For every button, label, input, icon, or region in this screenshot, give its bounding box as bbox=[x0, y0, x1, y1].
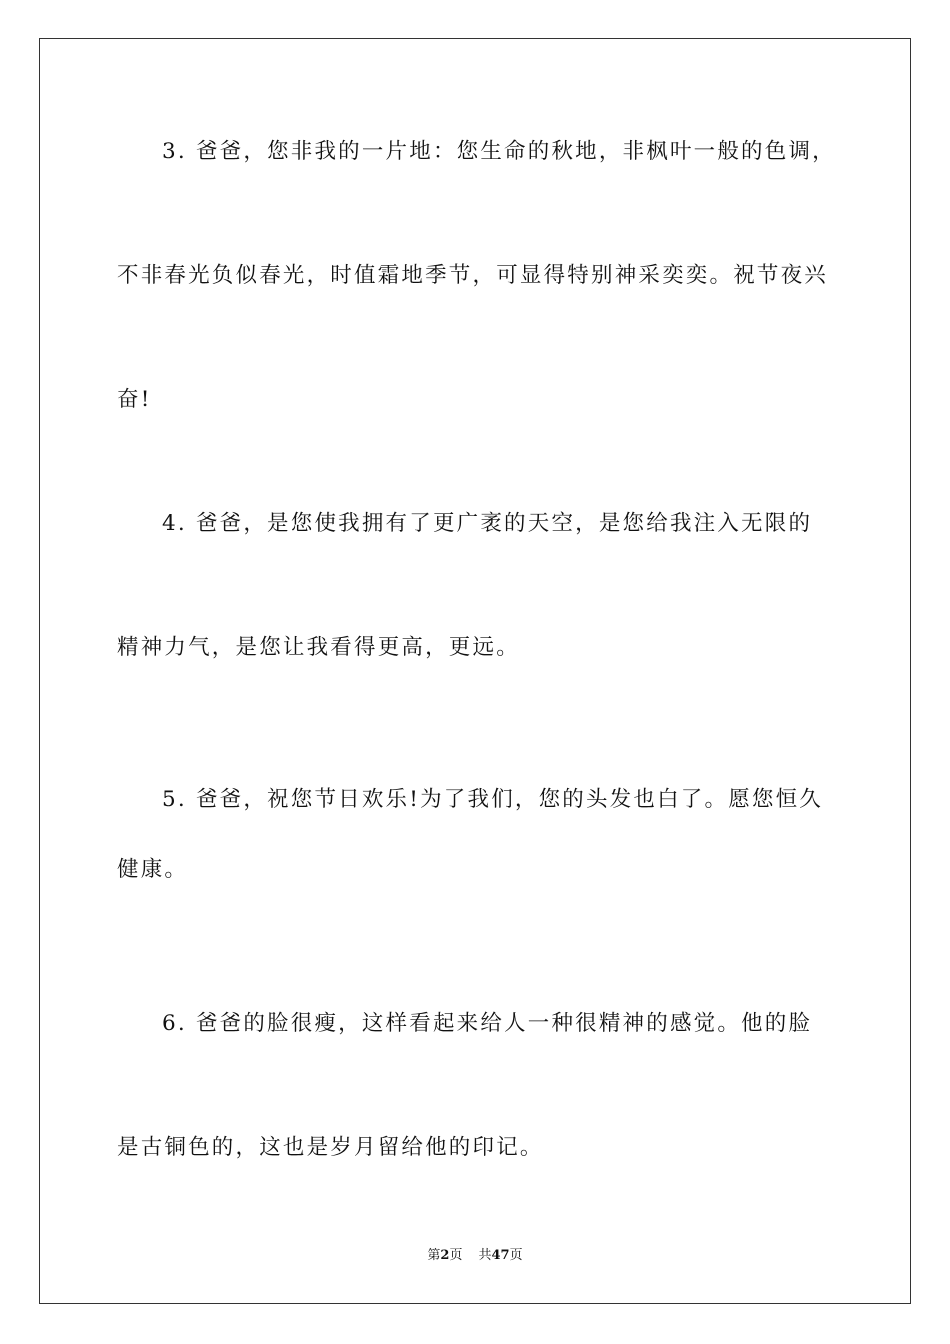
paragraph-4-line-2: 精神力气，是您让我看得更高，更远。 bbox=[117, 635, 520, 660]
page-number: 2 bbox=[440, 1248, 450, 1263]
page-border bbox=[39, 38, 911, 1304]
total-suffix: 页 bbox=[509, 1248, 523, 1263]
paragraph-5-line-1: 5. 爸爸，祝您节日欢乐!为了我们，您的头发也白了。愿您恒久 bbox=[162, 787, 823, 812]
page-footer bbox=[0, 1248, 950, 1264]
paragraph-3-line-3: 奋! bbox=[117, 387, 152, 412]
page-suffix: 页 bbox=[449, 1248, 463, 1263]
page-prefix: 第 bbox=[427, 1248, 441, 1263]
paragraph-5-line-2: 健康。 bbox=[117, 857, 189, 882]
paragraph-3-line-2: 不非春光负似春光，时值霜地季节，可显得特别神采奕奕。祝节夜兴 bbox=[117, 263, 829, 288]
paragraph-3-line-1: 3. 爸爸，您非我的一片地：您生命的秋地，非枫叶一般的色调， bbox=[162, 139, 836, 164]
paragraph-6-line-1: 6. 爸爸的脸很瘦，这样看起来给人一种很精神的感觉。他的脸 bbox=[162, 1011, 813, 1036]
total-prefix: 共 bbox=[478, 1248, 492, 1263]
paragraph-6-line-2: 是古铜色的，这也是岁月留给他的印记。 bbox=[117, 1135, 544, 1160]
total-pages: 47 bbox=[491, 1248, 510, 1263]
paragraph-4-line-1: 4. 爸爸，是您使我拥有了更广袤的天空，是您给我注入无限的 bbox=[162, 511, 813, 536]
